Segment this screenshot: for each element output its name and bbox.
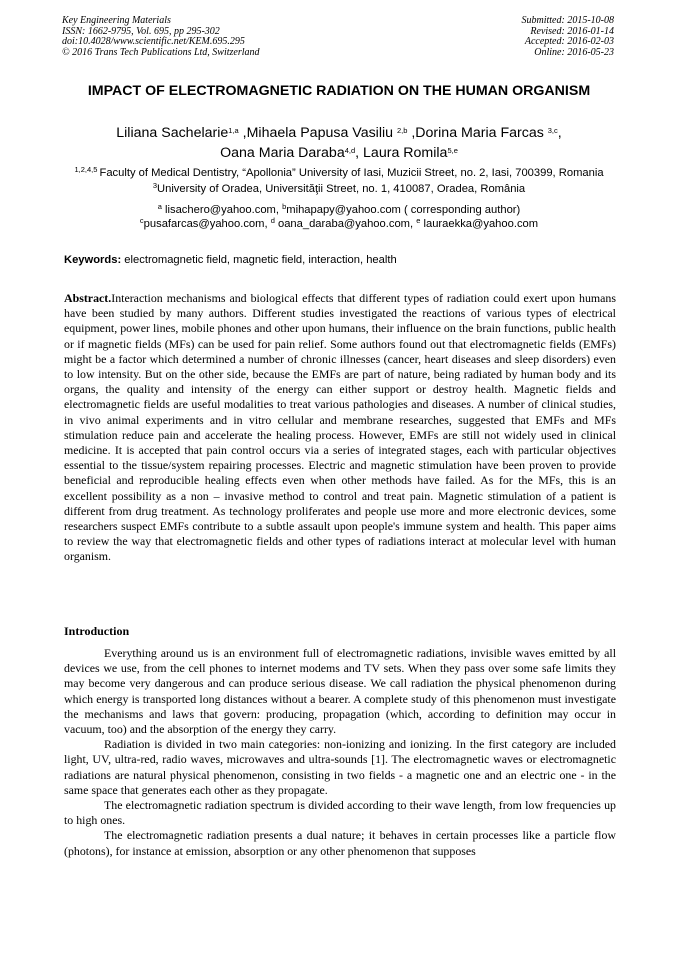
journal-header xyxy=(62,16,260,58)
author-emails xyxy=(62,203,616,231)
revised-date: Revised: 2016-01-14 xyxy=(530,25,614,37)
author-name: Laura Romila xyxy=(363,144,448,161)
email-address: oana_daraba@yahoo.com, xyxy=(274,218,417,230)
email-mark: a xyxy=(157,202,162,211)
introduction-heading: Introduction xyxy=(64,624,130,638)
paragraph: The electromagnetic radiation presents a dual nature; it behaves in certain processes like a particle flow (photons), for instance at emission, absorption or any other phenomenon that supposes xyxy=(64,828,616,858)
paragraph: Everything around us is an environment full of electromagnetic radiations, invisible waves emitted by all devices we use, from the cell phones to internet modems and TV sets. When they pass over some safe limits they may become very dangerous and can produce serious disease. We call radiation the physical phenomenon during which energy is transported long distances without a bearer. A complete study of this phenomenon must investigate the mechanisms and laws that govern: producing, propagation (which, according to definition may occur in vacuum, too) and the absorption of the energy they carry. xyxy=(64,646,616,737)
email-mark: e xyxy=(416,216,421,225)
author-affiliation-mark: 2,b xyxy=(396,126,408,135)
author-name: Oana Maria Daraba xyxy=(220,144,345,161)
email-mark: b xyxy=(282,202,287,211)
email-address: mihapapy@yahoo.com ( corresponding author) xyxy=(286,204,521,216)
abstract xyxy=(64,291,616,565)
submitted-date: Submitted: 2015-10-08 xyxy=(521,15,614,26)
issn-line: ISSN: 1662-9795, Vol. 695, pp 295-302 xyxy=(62,25,220,37)
email-mark: d xyxy=(270,216,275,225)
keywords-label: Keywords: xyxy=(64,254,122,266)
journal-name: Key Engineering Materials xyxy=(62,15,171,26)
copyright-line: © 2016 Trans Tech Publications Ltd, Switzerland xyxy=(62,46,260,58)
abstract-label: Abstract. xyxy=(64,291,112,305)
affiliation-text: Faculty of Medical Dentistry, “Apollonia” University of Iasi, Muzicii Street, no. 2, Iasi, 700399, Romania xyxy=(99,167,604,179)
affiliation-mark: 3 xyxy=(152,180,158,190)
author-name: Liliana Sachelarie xyxy=(116,125,229,141)
dates-header xyxy=(522,16,615,58)
keywords-text: electromagnetic field, magnetic field, interaction, health xyxy=(121,254,397,266)
author-affiliation-mark: 1,a xyxy=(228,126,239,135)
paragraph: The electromagnetic radiation spectrum is divided according to their wave length, from low frequencies up to high ones. xyxy=(64,798,616,828)
accepted-date: Accepted: 2016-02-03 xyxy=(524,36,614,48)
keywords xyxy=(64,253,616,267)
paragraph: Radiation is divided in two main categories: non-ionizing and ionizing. In the first category are included light, UV, ultra-red, radio waves, microwaves and ultra-sounds [1]. The electromagnetic waves or electromagnetic radiations are natural physical phenomenon, consisting in two fields - a magnetic one and an electric one - in the same space that generates each other as they propagate. xyxy=(64,737,616,797)
author-separator: , xyxy=(355,144,364,161)
author-name: Mihaela Papusa Vasiliu xyxy=(246,125,397,141)
affiliation-mark: 1,2,4,5 xyxy=(74,165,100,174)
email-address: lisachero@yahoo.com, xyxy=(161,204,283,216)
author-affiliation-mark: 3,c xyxy=(547,126,558,135)
author-name: Dorina Maria Farcas xyxy=(415,125,548,141)
affiliation-text: University of Oradea, Universităţii Street, no. 1, 410087, Oradea, România xyxy=(157,182,526,195)
author-list xyxy=(62,124,616,163)
author-separator: , xyxy=(407,125,416,141)
author-affiliation-mark: 4,d xyxy=(344,145,356,155)
abstract-text: Interaction mechanisms and biological effects that different types of radiation could exert upon humans have been studied by many authors. Different studies investigated the reactions of various types of electrical equipment, power lines, mobile phones and other upon humans, their influence on the brain functions, public health or if magnetic fields (MFs) can be used for pain relief. Some authors found out that electromagnetic fields (EMFs) might be a factor which determined a number of chronic illnesses (cancer, heart diseases and sleep disorders) even to low intensity. But on the other side, because the EMFs are part of nature, being radiated by human body and its organs, the quality and intensity of the energy can either support or destroy health. Magnetic fields and electromagnetic fields are useful modalities to treat various pathologies and diseases. A number of clinical studies, in vivo animal experiments and in vitro cellular and membrane researches, suggested that EMFs and MFs stimulation reduce pain and accelerate the healing process. However, EMFs are still not widely used in clinical medicine. It is accepted that pain control occurs via a series of integrated stages, each with particular objectives essential to the tissue/system repairing processes. Electric and magnetic stimulation have been proven to provide beneficial and reproducible healing effects even when other methods have failed. As for the MFs, this is an excellent possibility as a non – invasive method to control and treat pain. Magnetic stimulation of a patient is different from drug treatment. As technology proliferates and people use more and more electronic devices, some researchers suspect EMFs contribute to a subtle assault upon people's immune system and health. This paper aims to review the way that electromagnetic fields and other types of radiations interact at molecular level with human organism. xyxy=(64,291,616,564)
doi-line: doi:10.4028/www.scientific.net/KEM.695.295 xyxy=(62,36,245,48)
author-separator: , xyxy=(238,125,247,141)
online-date: Online: 2016-05-23 xyxy=(534,46,614,58)
email-address: pusafarcas@yahoo.com, xyxy=(143,218,271,230)
author-affiliation-mark: 5,e xyxy=(447,145,458,155)
paper-title: IMPACT OF ELECTROMAGNETIC RADIATION ON THE HUMAN ORGANISM xyxy=(87,83,591,99)
email-address: lauraekka@yahoo.com xyxy=(420,218,539,230)
author-separator: , xyxy=(557,125,562,141)
affiliations xyxy=(62,166,616,197)
introduction-body xyxy=(64,646,616,859)
email-mark: c xyxy=(139,216,144,225)
